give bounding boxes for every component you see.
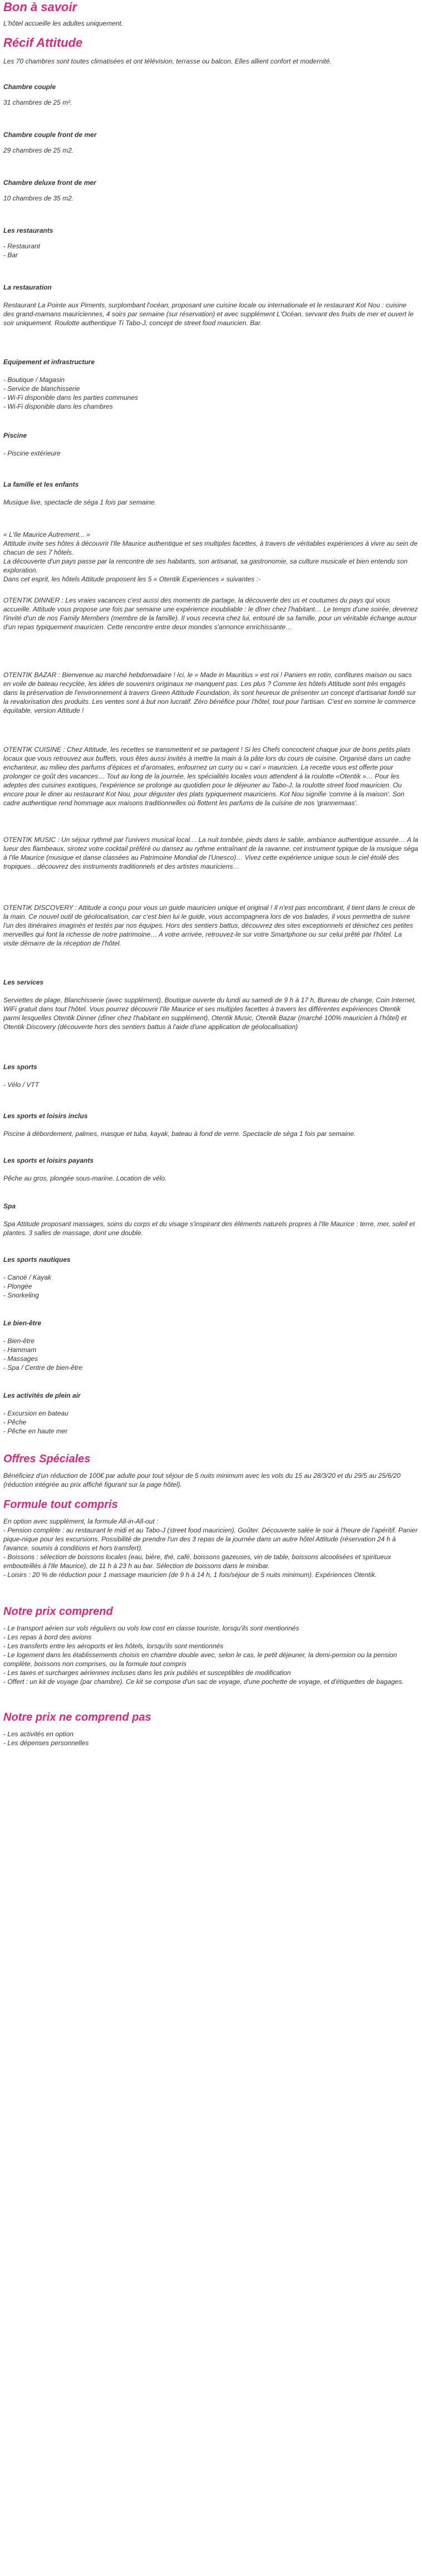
sports-inclus-text: Piscine à débordement, palmes, masque et tuba, kayak, bateau à fond de verre. Spectacle de séga 1 fois par semaine. (3, 1130, 356, 1138)
prix-ne-comprend-section (3, 1711, 419, 1747)
otentik-discovery-text: OTENTIK DISCOVERY : Attitude a conçu pour vous un guide mauricien unique et original ! Il n'est pas encombrant, il tient dans le creux de la main. Ce nouvel outil de géolocalisation, car c'est bien lui le guide, vous accompagnera lors de vos balades, il vous permettra de suivre l'un des itinéraires imaginés et testés par nos équipes. Hors des sentiers battus, découvrez des sites exceptionnels et dénichez ces petites merveilles qui font la richesse de notre patrimoine… A votre arrivée, retrouvez-le sur votre Smartphone ou sur celui prêté par l'hôtel. La visite démarre de la réception de l'hôtel. (3, 904, 417, 947)
chambre-deluxe-section (3, 178, 419, 203)
chambre-couple-section (3, 82, 419, 107)
list-item: - Boutique / Magasin (3, 376, 65, 384)
recif-title: Récif Attitude (3, 36, 83, 50)
formule-line: - Boissons : sélection de boissons locales (eau, bière, thé, café, boissons gazeuses, vin de table, boissons alcoolisées et spiritueux embouteillés à l'Ile Maurice), de 11 h à 23 h au bar. Sélection de boissons dans le minibar. (3, 1553, 393, 1570)
otentik-dinner (3, 596, 419, 631)
list-item: - Snorkeling (3, 1291, 40, 1299)
list-item: - Wi-Fi disponible dans les parties communes (3, 394, 138, 401)
list-item: - Plongée (3, 1282, 32, 1290)
list-item: - Les activités en option (3, 1730, 74, 1738)
bien-etre-heading: Le bien-être (3, 1319, 42, 1327)
bon-a-savoir-text: L'hôtel accueille les adultes uniquement. (3, 19, 124, 27)
list-item: - Bar (3, 251, 18, 259)
chambre-couple-front-section (3, 130, 419, 155)
sports-payants-text: Pêche au gros, plongée sous-marine. Location de vélo. (3, 1174, 167, 1182)
piscine-section (3, 431, 419, 458)
sports-inclus-heading: Les sports et loisirs inclus (3, 1112, 88, 1120)
spa-text: Spa Attitude proposant massages, soins du corps et du visage s'inspirant des éléments naturels propres à l'Ile Maurice : terre, mer, soleil et plantes. 3 salles de massage, dont une double. (3, 1220, 417, 1237)
list-item: - Service de blanchisserie (3, 385, 80, 393)
list-item: - Pêche (3, 1418, 27, 1426)
formule-line: - Loisirs : 20 % de réduction pour 1 massage mauricien (de 9 h à 14 h, 1 fois/séjour de 5 nuits minimum). Expériences Otentik. (3, 1571, 377, 1579)
otentik-music-text: OTENTIK MUSIC : Un séjour rythmé par l'univers musical local… La nuit tombée, pieds dans le sable, ambiance authentique assurée… A la lueur des flambeaux, sirotez votre cocktail préféré ou dansez au rythme entraînant de la ravanne, cet instrument typique de la musique séga à l'Ile Maurice (musique et danse classées au Patrimoine Mondial de l'Unesco)… Vivez cette expérience unique sous le ciel étoilé des tropiques…découvrez des instruments traditionnels et des artistes mauriciens… (3, 836, 420, 870)
chambre-couple-text: 31 chambres de 25 m². (3, 99, 72, 106)
otentik-intro-line: « L'Ile Maurice Autrement... » (3, 531, 90, 538)
spa-section (3, 1202, 419, 1237)
chambre-deluxe-heading: Chambre deluxe front de mer (3, 179, 96, 187)
otentik-intro-line: Dans cet esprit, les hôtels Attitude proposent les 5 « Otentik Experiences » suivantes :- (3, 575, 261, 583)
formule-line: - Pension complète : au restaurant le midi et au Tabo-J (street food mauricien). Goûter. Découverte salée le soir à l'heure de l'apéritif. Panier pique-nique pour les excursions. Possibilité de prendre l'un des 3 repas de la journée dans un autre hôtel Attitude (réservation 24 h à l'avance, soumis à conditions et hors transfert). (3, 1526, 420, 1552)
list-item: - Le logement dans les établissements choisis en chambre double avec, selon le cas, le petit déjeuner, la demi-pension ou la pension complète, boissons non comprises, ou la formule tout compris (3, 1651, 399, 1668)
spa-heading: Spa (3, 1202, 16, 1210)
list-item: - Massages (3, 1355, 38, 1363)
list-item: - Offert : un kit de voyage (par chambre). Ce kit se compose d'un sac de voyage, d'une pochette de voyage, et d'étiquettes de bagages. (3, 1678, 404, 1686)
list-item: - Les repas à bord des avions (3, 1633, 92, 1641)
services-text: Serviettes de plage, Blanchisserie (avec supplément), Boutique ouverte du lundi au samedi de 9 h à 17 h, Bureau de change, Coin Internet, WiFi gratuit dans tout l'hôtel. Vous pourrez découvrir l'Ile Maurice et ses multiples facettes à travers les différentes expériences Otentik parmi lesquelles Otentik Dinner (dîner chez l'habitant en supplément), Otentik Music, Otentik Bazar (marché 100% mauricien à l'hôtel) et Otentik Discovery (découverte hors des sentiers battus à l'aide d'une application de géolocalisation) (3, 996, 418, 1031)
restauration-section (3, 283, 419, 327)
offres-title: Offres Spéciales (3, 1453, 91, 1465)
chambre-couple-front-text: 29 chambres de 25 m2. (3, 146, 74, 154)
chambre-couple-heading: Chambre couple (3, 83, 56, 91)
list-item: - Vélo / VTT (3, 1081, 40, 1089)
services-section (3, 978, 419, 1031)
chambre-deluxe-text: 10 chambres de 35 m2. (3, 194, 74, 202)
sports-payants-heading: Les sports et loisirs payants (3, 1157, 94, 1164)
otentik-intro-line: La découverte d'un pays passe par la rencontre de ses habitants, son artisanat, sa gastronomie, sa culture musicale et bien entendu son exploration. (3, 557, 410, 574)
list-item: - Pêche en haute mer (3, 1427, 68, 1435)
list-item: - Hammam (3, 1346, 37, 1354)
otentik-discovery (3, 903, 419, 948)
list-item: - Wi-Fi disponible dans les chambres (3, 403, 113, 410)
otentik-bazar-text: OTENTIK BAZAR : Bienvenue au marché hebdomadaire ! Ici, le « Made in Mauritius » est roi ! Paniers en rotin, confitures maison ou sacs en voile de bateau recyclée, les idées de souvenirs originaux ne manquent pas. Les plus ? Comme les hôtels Attitude sont très engagés dans la préservation de l'environnement à travers Green Attitude Foundation, ils sont heureux de présenter un concept d'artisanat fondé sur la revalorisation des produits. Les ventes sont à but non lucratif. Zéro bénéfice pour l'hôtel, tout pour l'artisan. C'est en somme le commerce équitable, version Attitude ! (3, 671, 418, 714)
bon-a-savoir-section (3, 0, 419, 28)
formule-section (3, 1498, 419, 1579)
famille-heading: La famille et les enfants (3, 481, 79, 488)
otentik-cuisine (3, 745, 419, 807)
otentik-dinner-text: OTENTIK DINNER : Les vraies vacances c'est aussi des moments de partage, la découverte des us et coutumes du pays qui vous accueille. Attitude vous propose une fois par semaine une expérience inoubliable : le dîner chez l'habitant… Le temps d'une soirée, devenez l'invité d'un de nos Family Members (membre de la famille). Il vous recevra chez lui, entouré de sa famille, pour un véritable échange autour d'un repas typiquement mauricien. Cette rencontre entre deux mondes s'annonce enrichissante… (3, 596, 420, 631)
sports-section (3, 1062, 419, 1089)
otentik-bazar (3, 670, 419, 715)
nautiques-heading: Les sports nautiques (3, 1256, 71, 1263)
offres-section (3, 1452, 419, 1489)
formule-line: En option avec supplément, la formule All-in-All-out : (3, 1517, 159, 1525)
plein-air-section (3, 1391, 419, 1436)
prix-comprend-section (3, 1605, 419, 1686)
list-item: - Les taxes et surcharges aériennes incluses dans les prix publiés et susceptibles de modification (3, 1669, 291, 1677)
list-item: - Spa / Centre de bien-être (3, 1364, 83, 1372)
otentik-intro (3, 530, 419, 584)
list-item: - Bien-être (3, 1337, 35, 1345)
nautiques-section (3, 1255, 419, 1300)
restaurants-heading: Les restaurants (3, 227, 53, 234)
sports-payants-section (3, 1156, 419, 1183)
equipement-heading: Equipement et infrastructure (3, 358, 95, 366)
restauration-heading: La restauration (3, 283, 52, 291)
otentik-music (3, 835, 419, 871)
chambre-couple-front-heading: Chambre couple front de mer (3, 131, 97, 139)
plein-air-heading: Les activités de plein air (3, 1392, 81, 1399)
otentik-cuisine-text: OTENTIK CUISINE : Chez Attitude, les recettes se transmettent et se partagent ! Si les Chefs concoctent chaque jour de bons petits plats locaux que vous retrouvez aux buffets, vous êtes aussi invités à mettre la main à la pâte lors du cours de cuisine. Organisé dans un cadre enchanteur, au milieu des parfums d'épices et d'aromates, enfournez un curry ou « cari » mauricien. La recette vous est offerte pour prolonger ce goût des vacances… Tout au long de la journée, les spécialités locales vous attendent à la roulotte «Otentik »… Pour les adeptes des cuisines exotiques, l'expérience se prolonge au quotidien pour le déjeuner au Tabo-J, la roulotte street food mauricien. Ou encore pour le diner au restaurant Kot Nou, pour déguster des plats typiquement mauriciens. Kot Nou signifie 'comme à la maison'. Son cadre authentique rend hommage aux maisons traditionnelles où flottent les parfums de la cuisine de nos 'grannemaas'. (3, 746, 413, 807)
list-item: - Canoë / Kayak (3, 1274, 52, 1281)
formule-title: Formule tout compris (3, 1498, 118, 1511)
restaurants-section (3, 226, 419, 259)
recif-section (3, 36, 419, 66)
restauration-text: Restaurant La Pointe aux Piments, surplombant l'océan, proposant une cuisine locale ou internationale et le restaurant Kot Nou : cuisine des grand-mamans mauriciennes, 4 soirs par semaine (sur réservation) et avec supplément L'Océan, servant des fruits de mer et ouvert le soir uniquement. Roulotte authentique Ti Tabo-J, concept de street food mauricien. Bar. (3, 301, 415, 327)
prix-comprend-title: Notre prix comprend (3, 1605, 113, 1618)
list-item: - Le transport aérien sur vols réguliers ou vols low cost en classe touriste, lorsqu'ils sont mentionnés (3, 1624, 300, 1632)
services-heading: Les services (3, 978, 44, 986)
list-item: - Les dépenses personnelles (3, 1739, 89, 1747)
list-item: - Excursion en bateau (3, 1409, 68, 1417)
offres-text: Bénéficiez d'un réduction de 100€ par adulte pour tout séjour de 5 nuits minimum avec les vols du 15 au 28/3/20 et du 29/5 au 25/6/20 (réduction intégrée au prix affiché figurant sur la page hôtel). (3, 1472, 403, 1488)
piscine-heading: Piscine (3, 432, 27, 439)
equipement-section (3, 357, 419, 411)
famille-text: Musique live, spectacle de séga 1 fois par semaine. (3, 498, 156, 506)
bien-etre-section (3, 1319, 419, 1372)
list-item: - Piscine extérieure (3, 449, 61, 457)
famille-section (3, 480, 419, 507)
prix-ne-comprend-title: Notre prix ne comprend pas (3, 1711, 151, 1723)
bon-a-savoir-title: Bon à savoir (3, 0, 77, 14)
list-item: - Restaurant (3, 242, 41, 250)
otentik-intro-line: Attitude invite ses hôtes à découvrir l'Ile Maurice authentique et ses multiples facettes, à travers de véritables expériences à vivre au sein de chacun de ses 7 hôtels. (3, 540, 420, 556)
sports-heading: Les sports (3, 1063, 37, 1071)
list-item: - Les transferts entre les aéroports et les hôtels, lorsqu'ils sont mentionnés (3, 1642, 224, 1650)
recif-intro: Les 70 chambres sont toutes climatisées et ont télévision, terrasse ou balcon. Elles allient confort et modernité. (3, 57, 332, 65)
sports-inclus-section (3, 1111, 419, 1138)
